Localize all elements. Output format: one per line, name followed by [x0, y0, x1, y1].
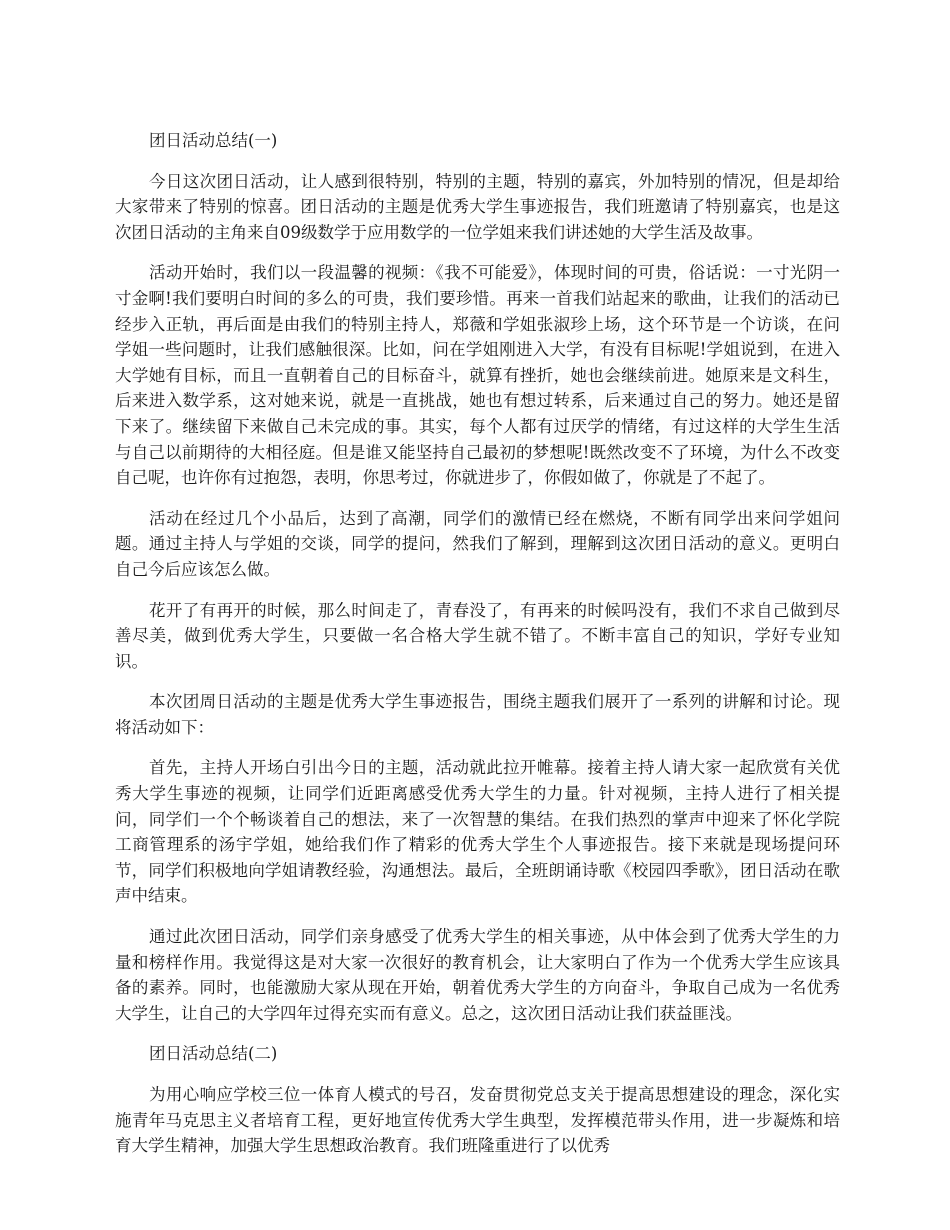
paragraph: 首先，主持人开场白引出今日的主题，活动就此拉开帷幕。接着主持人请大家一起欣赏有关优秀大学生事迹的视频，让同学们近距离感受优秀大学生的力量。针对视频，主持人进行了相关提问，同学们一个个畅谈着自己的想法，来了一次智慧的集结。在我们热烈的掌声中迎来了怀化学院工商管理系的汤宇学姐，她给我们作了精彩的优秀大学生个人事迹报告。接下来就是现场提问环节，同学们积极地向学姐请教经验，沟通想法。最后，全班朗诵诗歌《校园四季歌》，团日活动在歌声中结束。	[115, 758, 840, 906]
paragraph: 花开了有再开的时候，那么时间走了，青春没了，有再来的时候吗没有，我们不求自己做到尽善尽美，做到优秀大学生，只要做一名合格大学生就不错了。不断丰富自己的知识，学好专业知识。	[115, 600, 840, 671]
section-heading: 团日活动总结(二)	[149, 1044, 278, 1064]
section-heading: 团日活动总结(一)	[149, 131, 278, 150]
paragraph: 本次团周日活动的主题是优秀大学生事迹报告，围绕主题我们展开了一系列的讲解和讨论。现将活动如下：	[115, 692, 840, 737]
document-body	[115, 128, 840, 1174]
paragraph: 通过此次团日活动，同学们亲身感受了优秀大学生的相关事迹，从中体会到了优秀大学生的力量和榜样作用。我觉得这是对大家一次很好的教育机会，让大家明白了作为一个优秀大学生应该具备的素养。同时，也能激励大家从现在开始，朝着优秀大学生的方向奋斗，争取自己成为一名优秀大学生，让自己的大学四年过得充实而有意义。总之，这次团日活动让我们获益匪浅。	[115, 927, 840, 1023]
paragraph: 为用心响应学校三位一体育人模式的号召，发奋贯彻党总支关于提高思想建设的理念，深化实施青年马克思主义者培育工程，更好地宣传优秀大学生典型，发挥模范带头作用，进一步凝炼和培育大学生精神，加强大学生思想政治教育。我们班隆重进行了以优秀	[115, 1085, 840, 1156]
paragraph: 活动在经过几个小品后，达到了高潮，同学们的激情已经在燃烧，不断有同学出来问学姐问题。通过主持人与学姐的交谈，同学的提问，然我们了解到，理解到这次团日活动的意义。更明白自己今后应该怎么做。	[115, 508, 840, 579]
paragraph: 活动开始时，我们以一段温馨的视频：《我不可能爱》，体现时间的可贵，俗话说：一寸光阴一寸金啊!我们要明白时间的多么的可贵，我们要珍惜。再来一首我们站起来的歌曲，让我们的活动已经步入正轨，再后面是由我们的特别主持人，郑薇和学姐张淑珍上场，这个环节是一个访谈，在问学姐一些问题时，让我们感触很深。比如，问在学姐刚进入大学，有没有目标呢!学姐说到，在进入大学她有目标，而且一直朝着自己的目标奋斗，就算有挫折，她也会继续前进。她原来是文科生，后来进入数学系，这对她来说，就是一直挑战，她也有想过转系，后来通过自己的努力。她还是留下来了。继续留下来做自己未完成的事。其实，每个人都有过厌学的情绪，有过这样的大学生生活与自己以前期待的大相径庭。但是谁又能坚持自己最初的梦想呢!既然改变不了环境，为什么不改变自己呢，也许你有过抱怨，表明，你思考过，你就进步了，你假如做了，你就是了不起了。	[115, 263, 840, 488]
paragraph: 今日这次团日活动，让人感到很特别，特别的主题，特别的嘉宾，外加特别的情况，但是却给大家带来了特别的惊喜。团日活动的主题是优秀大学生事迹报告，我们班邀请了特别嘉宾，也是这次团日活动的主角来自09级数学于应用数学的一位学姐来我们讲述她的大学生活及故事。	[115, 171, 840, 242]
